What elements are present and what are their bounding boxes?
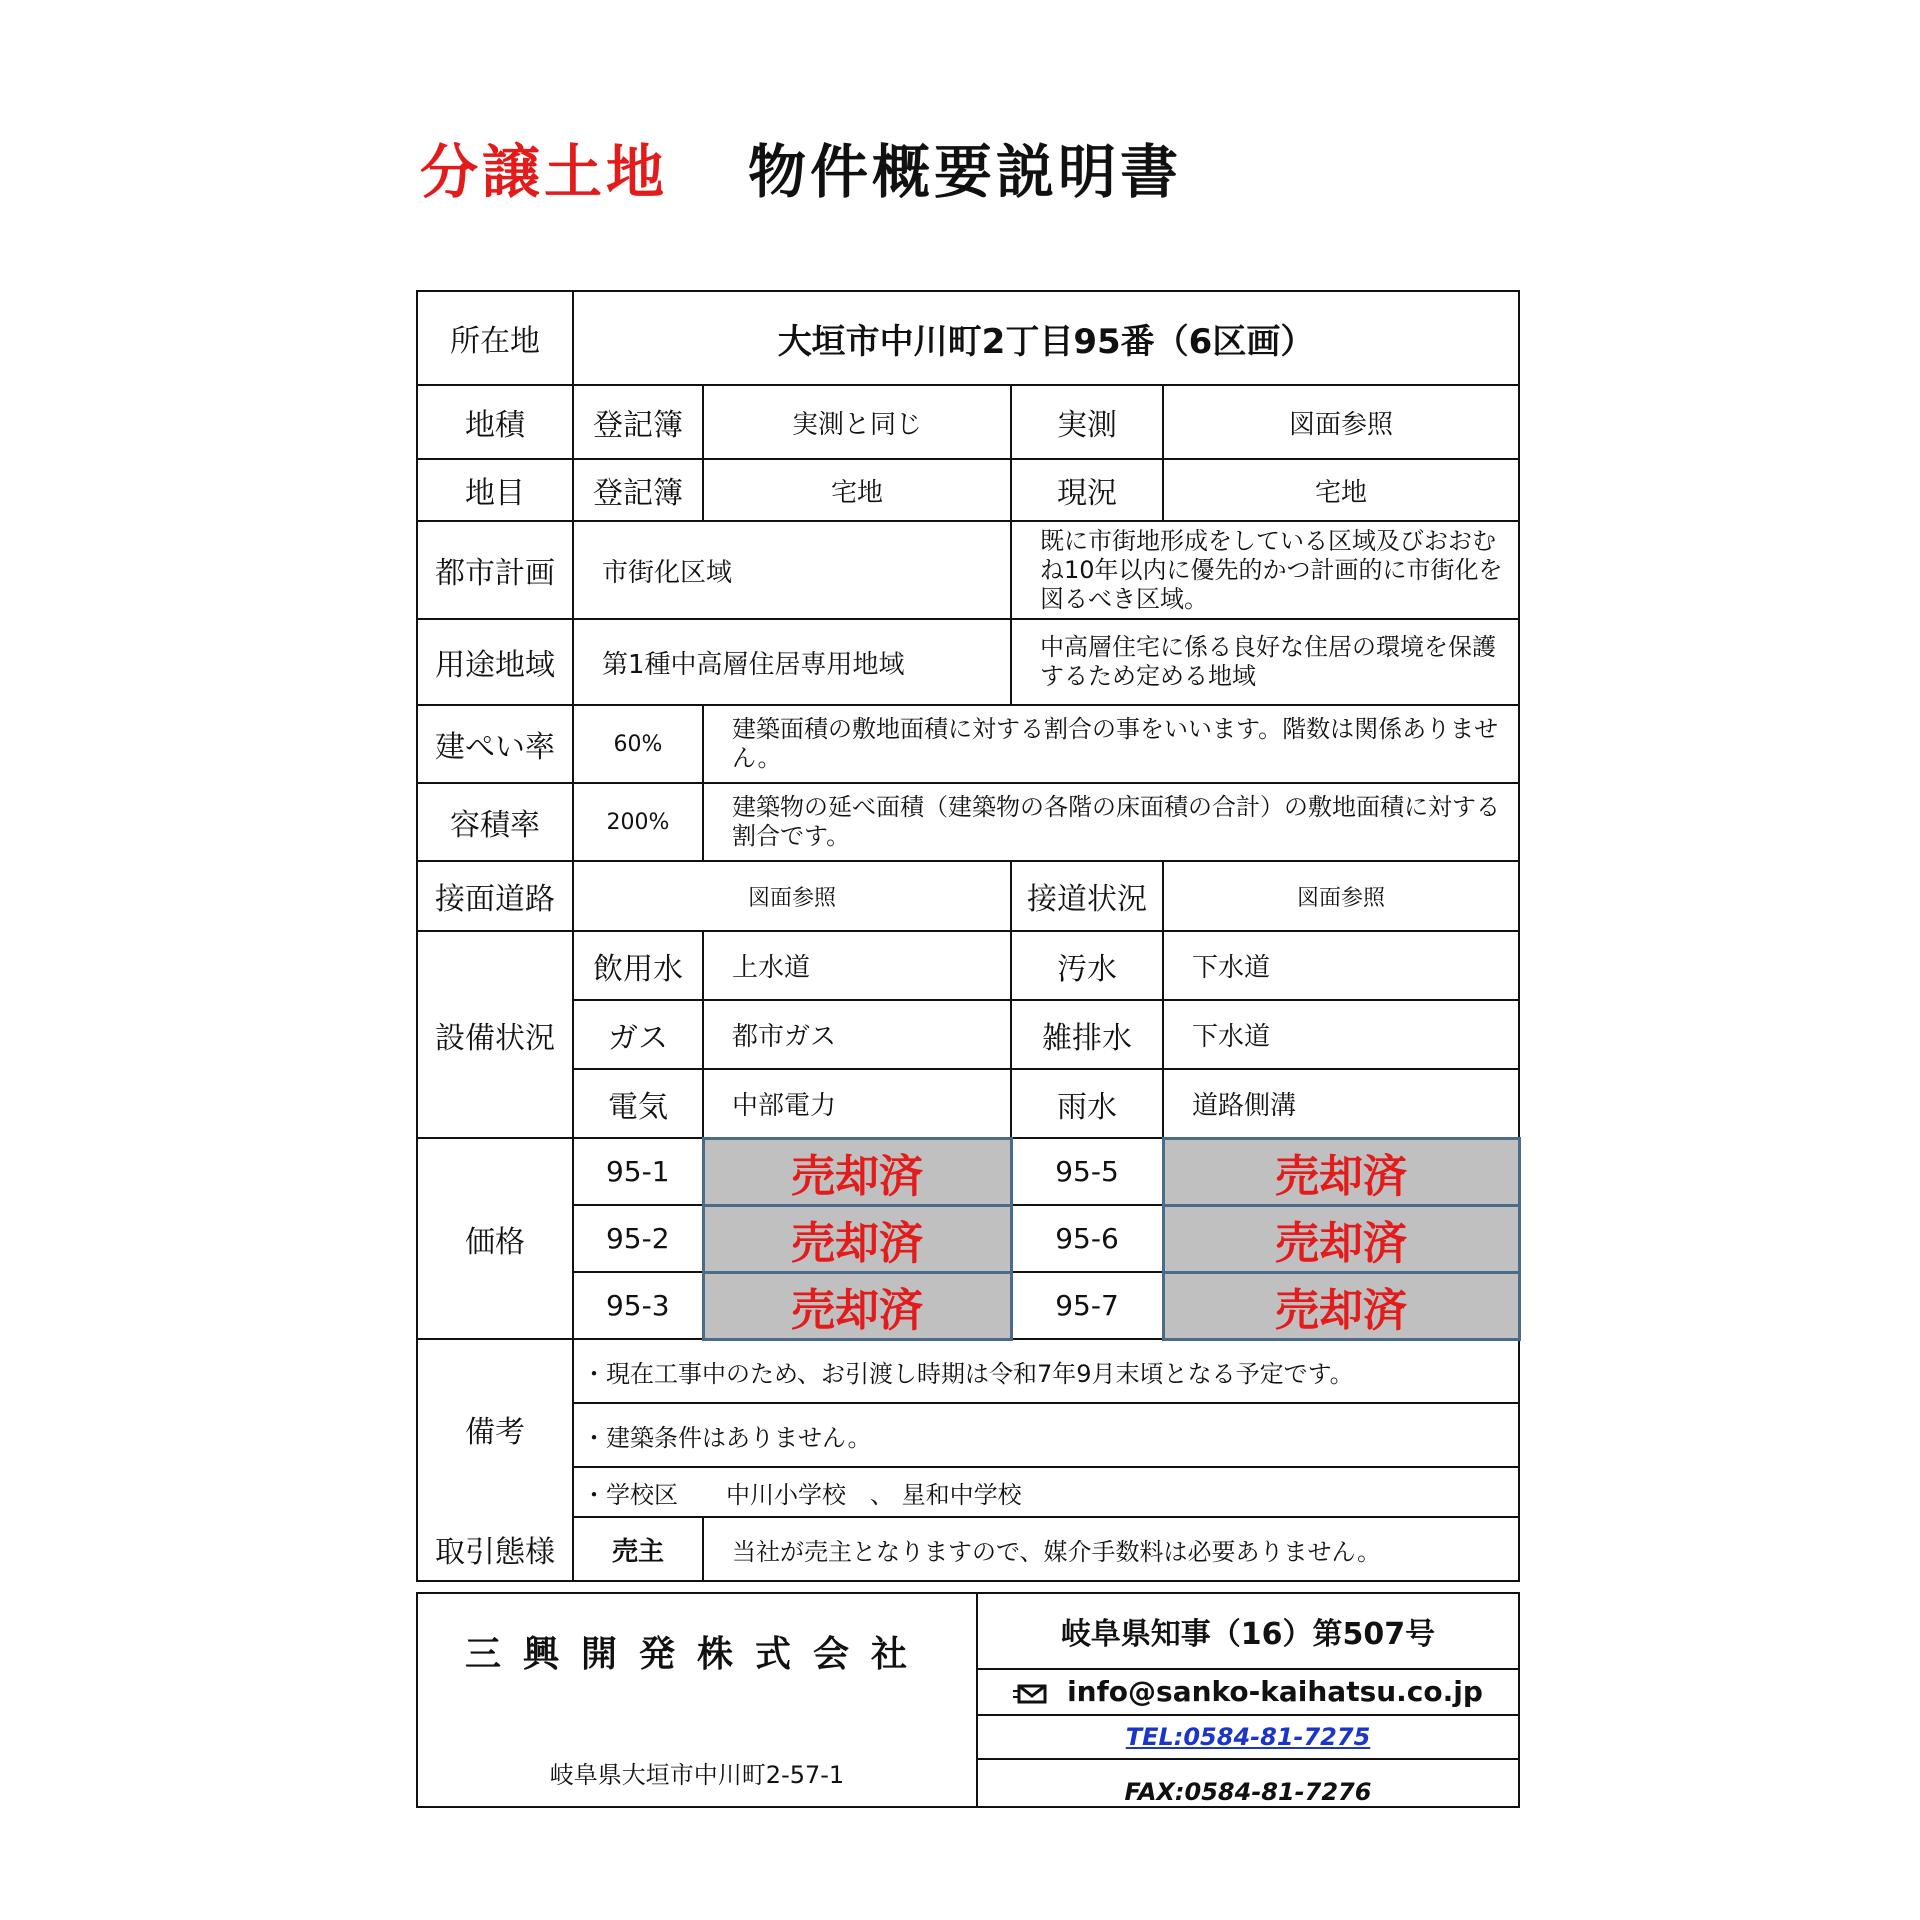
city-planning-label: 都市計画	[417, 521, 573, 619]
row-price-1	[417, 1138, 1519, 1205]
envelope-icon	[1013, 1683, 1049, 1709]
company-name: 三興開発株式会社	[464, 1634, 929, 1675]
price-label: 価格	[417, 1138, 573, 1339]
transaction-type: 売主	[573, 1517, 703, 1581]
row-road	[417, 861, 1519, 931]
far-value: 200%	[573, 783, 703, 861]
fax-number: FAX:0584-81-7276	[1124, 1778, 1372, 1806]
road-label: 接面道路	[417, 861, 573, 931]
road-status-value: 図面参照	[1163, 861, 1519, 931]
land-current-label: 現況	[1011, 459, 1163, 521]
rain-value: 道路側溝	[1163, 1069, 1519, 1138]
gas-value: 都市ガス	[703, 1000, 1011, 1069]
far-desc: 建築物の延べ面積（建築物の各階の床面積の合計）の敷地面積に対する割合です。	[703, 783, 1519, 861]
sewage-value: 下水道	[1163, 931, 1519, 1000]
land-registry-label: 登記簿	[573, 459, 703, 521]
row-facility-water	[417, 931, 1519, 1000]
city-planning-desc: 既に市街地形成をしている区域及びおおむね10年以内に優先的かつ計画的に市街化を図るべき区域。	[1011, 521, 1519, 619]
lot-status-sold: 売却済	[703, 1272, 1011, 1339]
area-survey-value: 図面参照	[1163, 385, 1519, 459]
water-value: 上水道	[703, 931, 1011, 1000]
land-current-value: 宅地	[1163, 459, 1519, 521]
transaction-desc: 当社が売主となりますので、媒介手数料は必要ありません。	[703, 1517, 1519, 1581]
row-far	[417, 783, 1519, 861]
land-category-label: 地目	[417, 459, 573, 521]
transaction-label: 取引態様	[417, 1517, 573, 1581]
land-registry-value: 宅地	[703, 459, 1011, 521]
road-status-label: 接道状況	[1011, 861, 1163, 931]
rain-label: 雨水	[1011, 1069, 1163, 1138]
property-table	[416, 290, 1521, 1582]
company-info	[417, 1593, 977, 1807]
lot-number: 95-7	[1011, 1272, 1163, 1339]
row-coverage	[417, 705, 1519, 783]
coverage-label: 建ぺい率	[417, 705, 573, 783]
zoning-desc: 中高層住宅に係る良好な住居の環境を保護するため定める地域	[1011, 619, 1519, 705]
email-cell	[977, 1669, 1519, 1715]
row-location	[417, 291, 1519, 385]
lot-number: 95-5	[1011, 1138, 1163, 1205]
row-remark-1	[417, 1339, 1519, 1403]
lot-status-sold: 売却済	[1163, 1138, 1519, 1205]
remark-line-2: ・建築条件はありません。	[573, 1403, 1519, 1467]
lot-number: 95-3	[573, 1272, 703, 1339]
lot-number: 95-6	[1011, 1205, 1163, 1272]
gas-label: ガス	[573, 1000, 703, 1069]
row-land-category	[417, 459, 1519, 521]
row-transaction	[417, 1517, 1519, 1581]
lot-status-sold: 売却済	[1163, 1272, 1519, 1339]
area-label: 地積	[417, 385, 573, 459]
coverage-desc: 建築面積の敷地面積に対する割合の事をいいます。階数は関係ありません。	[703, 705, 1519, 783]
company-license: 岐阜県知事（16）第507号	[977, 1593, 1519, 1669]
row-zoning	[417, 619, 1519, 705]
sewage-label: 汚水	[1011, 931, 1163, 1000]
area-registry-value: 実測と同じ	[703, 385, 1011, 459]
row-remark-3	[417, 1467, 1519, 1517]
email-link[interactable]: info@sanko-kaihatsu.co.jp	[1067, 1674, 1483, 1708]
remark-line-3: ・学校区 中川小学校 、 星和中学校	[573, 1467, 1519, 1517]
row-remark-2	[417, 1403, 1519, 1467]
drain-value: 下水道	[1163, 1000, 1519, 1069]
remark-line-1: ・現在工事中のため、お引渡し時期は令和7年9月末頃となる予定です。	[573, 1339, 1519, 1403]
road-value: 図面参照	[573, 861, 1011, 931]
water-label: 飲用水	[573, 931, 703, 1000]
elec-value: 中部電力	[703, 1069, 1011, 1138]
location-value: 大垣市中川町2丁目95番（6区画）	[573, 291, 1519, 385]
company-address: 岐阜県大垣市中川町2-57-1	[549, 1761, 845, 1789]
row-city-planning	[417, 521, 1519, 619]
page-title	[420, 125, 1182, 209]
title-black: 物件概要説明書	[748, 138, 1183, 206]
area-registry-label: 登記簿	[573, 385, 703, 459]
zoning-value: 第1種中高層住居専用地域	[573, 619, 1011, 705]
far-label: 容積率	[417, 783, 573, 861]
fax-cell	[977, 1759, 1519, 1807]
zoning-label: 用途地域	[417, 619, 573, 705]
company-footer	[416, 1592, 1520, 1808]
row-price-2	[417, 1205, 1519, 1272]
row-facility-gas	[417, 1000, 1519, 1069]
row-price-3	[417, 1272, 1519, 1339]
drain-label: 雑排水	[1011, 1000, 1163, 1069]
row-area	[417, 385, 1519, 459]
lot-status-sold: 売却済	[703, 1205, 1011, 1272]
remarks-label: 備考	[417, 1339, 573, 1517]
title-red: 分譲土地	[420, 138, 669, 206]
lot-number: 95-1	[573, 1138, 703, 1205]
lot-status-sold: 売却済	[1163, 1205, 1519, 1272]
location-label: 所在地	[417, 291, 573, 385]
area-survey-label: 実測	[1011, 385, 1163, 459]
city-planning-value: 市街化区域	[573, 521, 1011, 619]
lot-number: 95-2	[573, 1205, 703, 1272]
coverage-value: 60%	[573, 705, 703, 783]
row-facility-electric	[417, 1069, 1519, 1138]
lot-status-sold: 売却済	[703, 1138, 1011, 1205]
tel-cell	[977, 1715, 1519, 1759]
tel-link[interactable]: TEL:0584-81-7275	[1125, 1723, 1371, 1751]
elec-label: 電気	[573, 1069, 703, 1138]
facilities-label: 設備状況	[417, 931, 573, 1138]
